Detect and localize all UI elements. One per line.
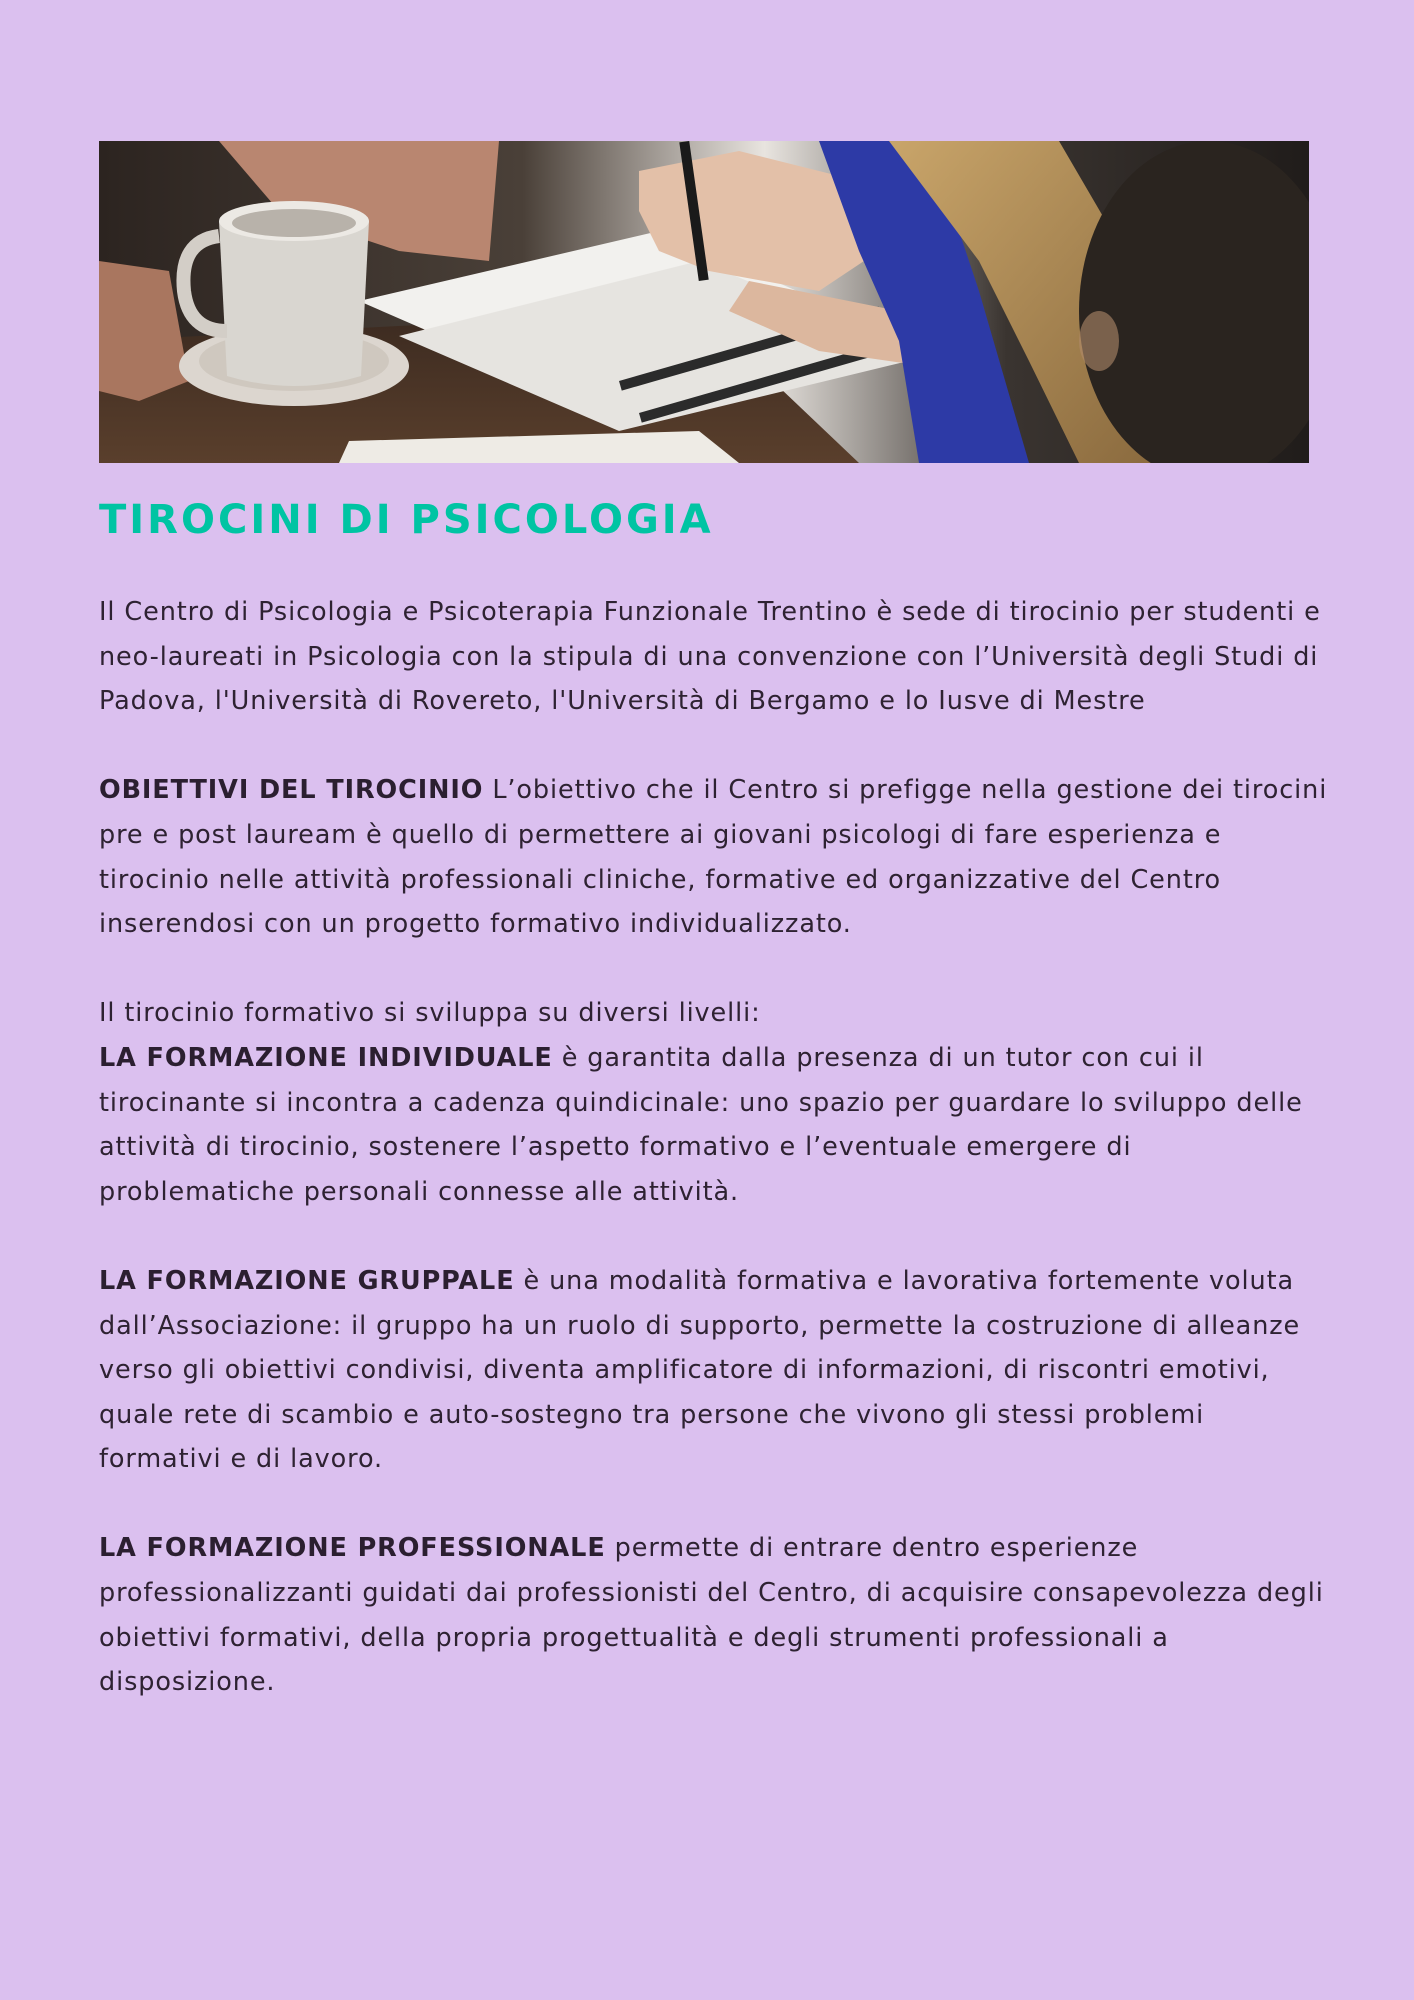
individuale-text: è garantita dalla presenza di un tutor con cui il tirocinante si incontra a cadenza quindicinale: uno spazio per guardare lo sviluppo delle attività di tirocinio, sostenere l’aspetto formativo e l’eventuale emergere di problematiche personali connesse alle attività. [99,1042,1303,1207]
main-content [99,590,1329,1705]
hero-image [99,141,1309,463]
professionale-text: permette di entrare dentro esperienze professionalizzanti guidati dai professionisti del Centro, di acquisire consapevolezza degli obiettivi formativi, della propria progettualità e degli strumenti professionali a disposizione. [99,1533,1324,1698]
page-title: TIROCINI DI PSICOLOGIA [99,497,714,543]
paragraph-spacer [99,947,1329,992]
paragraph-spacer [99,1482,1329,1527]
gruppale-heading: LA FORMAZIONE GRUPPALE [99,1265,515,1296]
gruppale-paragraph [99,1259,1329,1482]
hero-photo-illustration [99,141,1309,463]
individuale-heading: LA FORMAZIONE INDIVIDUALE [99,1042,553,1073]
professionale-heading: LA FORMAZIONE PROFESSIONALE [99,1533,606,1564]
obiettivi-heading: OBIETTIVI DEL TIROCINIO [99,775,484,806]
gruppale-text: è una modalità formativa e lavorativa fortemente voluta dall’Associazione: il gruppo ha un ruolo di supporto, permette la costruzione di alleanze verso gli obiettivi condivisi, diventa amplificatore di informazioni, di riscontri emotivi, quale rete di scambio e auto-sostegno tra persone che vivono gli stessi problemi formativi e di lavoro. [99,1265,1301,1475]
individuale-paragraph [99,1036,1329,1214]
paragraph-spacer [99,724,1329,769]
paragraph-spacer [99,1214,1329,1259]
livelli-intro: Il tirocinio formativo si sviluppa su diversi livelli: [99,998,761,1029]
professionale-paragraph [99,1526,1329,1704]
obiettivi-text: L’obiettivo che il Centro si prefigge nella gestione dei tirocini pre e post lauream è quello di permettere ai giovani psicologi di fare esperienza e tirocinio nelle attività professionali cliniche, formative ed organizzative del Centro inserendosi con un progetto formativo individualizzato. [99,775,1328,940]
obiettivi-paragraph [99,768,1329,946]
intro-paragraph: Il Centro di Psicologia e Psicoterapia Funzionale Trentino è sede di tirocinio per studenti e neo-laureati in Psicologia con la stipula di una convenzione con l’Università degli Studi di Padova, l'Università di Rovereto, l'Università di Bergamo e lo Iusve di Mestre [99,597,1321,717]
